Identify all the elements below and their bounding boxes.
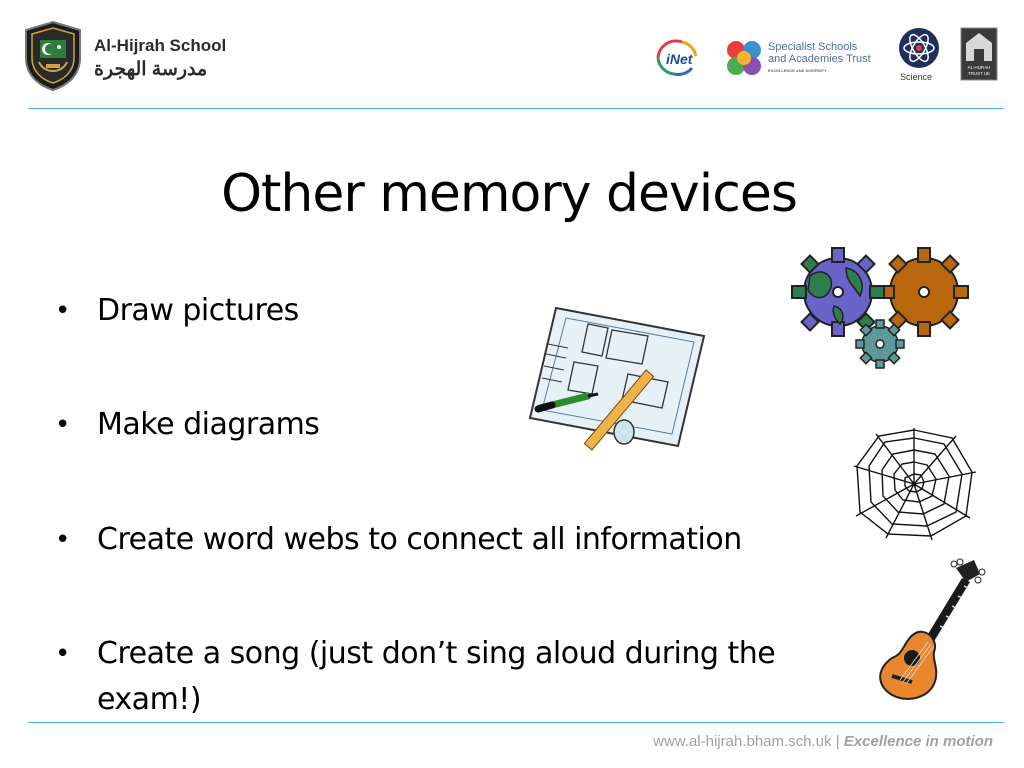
- svg-text:AL-HIJRAH: AL-HIJRAH: [967, 65, 991, 70]
- gears-clipart: [790, 246, 974, 372]
- spider-web-clipart: [852, 426, 978, 542]
- bullet-glyph: •: [55, 296, 71, 326]
- school-name-arabic: مدرسة الهجرة: [94, 59, 208, 80]
- blueprint-clipart: [528, 304, 708, 456]
- bullet-text: Create a song (just don’t sing aloud during the exam!): [97, 636, 776, 717]
- ssat-tagline: EXCELLENCE AND DIVERSITY: [768, 68, 827, 73]
- slide-title: Other memory devices: [221, 164, 797, 224]
- slide-header: [0, 0, 1024, 110]
- bullet-text: Create word webs to connect all information: [97, 522, 742, 557]
- header-divider: [28, 108, 1004, 109]
- footer-divider: [28, 722, 1004, 723]
- school-crest-logo: [22, 20, 84, 92]
- inet-logo: [652, 36, 708, 80]
- hijrah-trust-logo: [960, 27, 998, 81]
- footer: [653, 733, 993, 750]
- footer-separator: |: [835, 733, 840, 750]
- footer-url: www.al-hijrah.bham.sch.uk: [653, 733, 832, 750]
- svg-text:TRUST UK: TRUST UK: [968, 71, 990, 76]
- school-name: Al-Hijrah School: [94, 36, 227, 55]
- guitar-clipart: [878, 558, 986, 704]
- footer-motto: Excellence in motion: [843, 733, 993, 750]
- bullet-glyph: •: [55, 410, 71, 440]
- science-logo-label: Science: [900, 72, 933, 82]
- bullet-text: Make diagrams: [97, 407, 320, 442]
- ssat-logo-mark: [722, 36, 766, 80]
- bullet-text: Draw pictures: [97, 293, 299, 328]
- ssat-logo-text: Specialist Schools and Academies Trust: [768, 41, 871, 65]
- bullet-glyph: •: [55, 525, 71, 555]
- inet-logo-text: iNet: [666, 51, 693, 67]
- bullet-glyph: •: [55, 639, 71, 669]
